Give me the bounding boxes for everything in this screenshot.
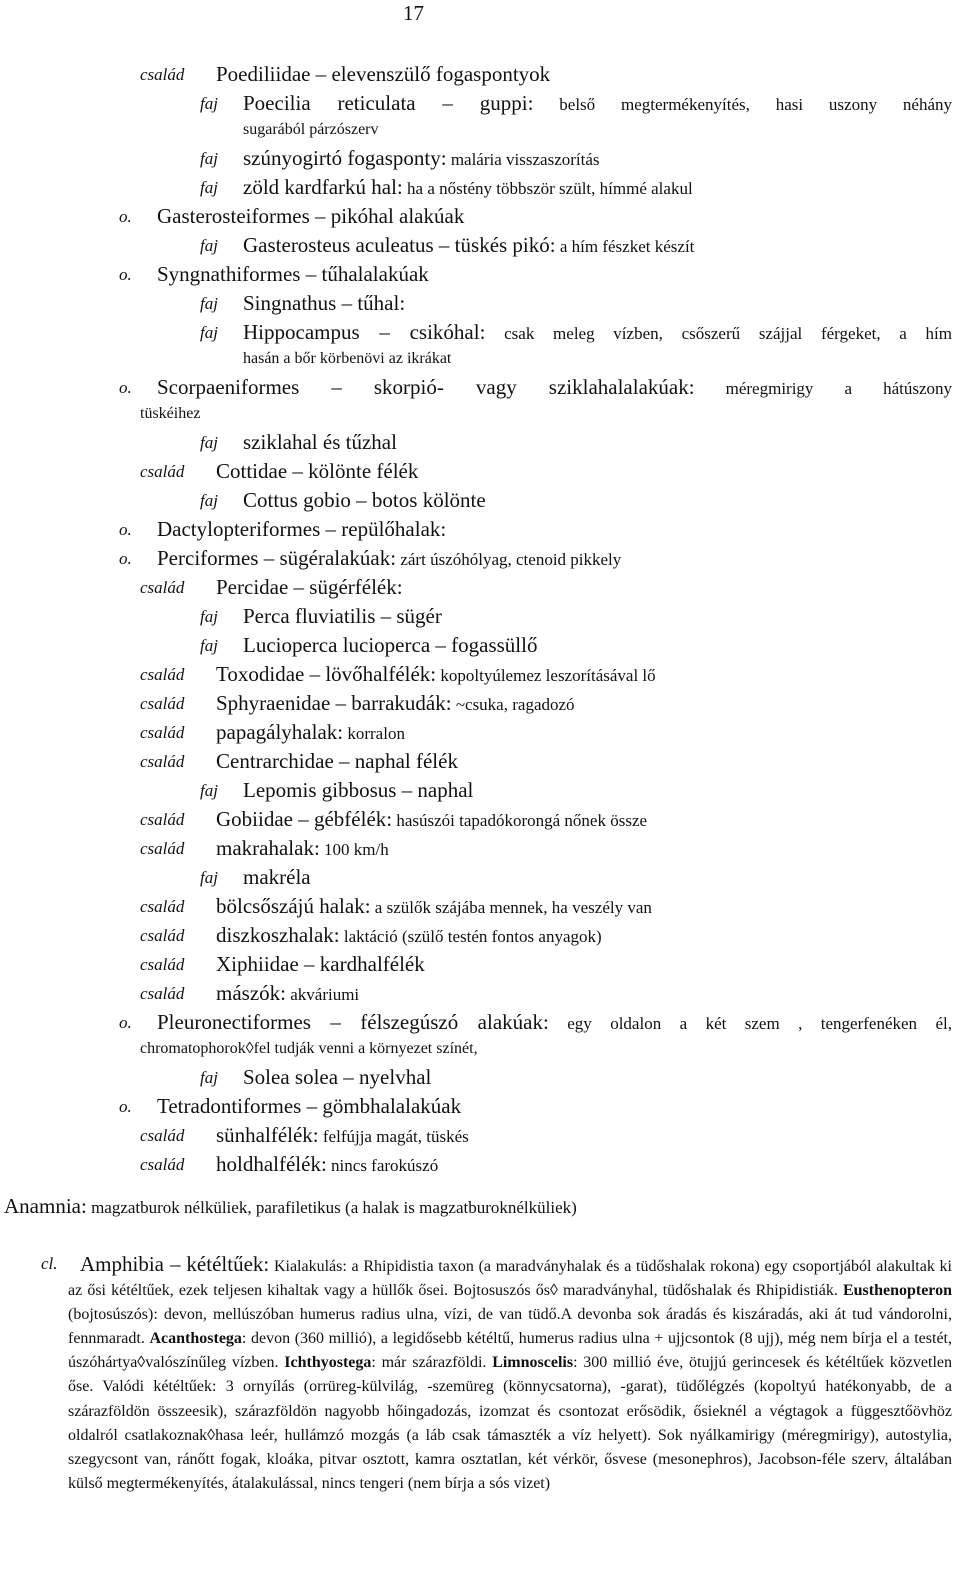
taxon-description-continued: tüskéihez — [140, 405, 201, 422]
taxon-entry-continuation — [0, 118, 960, 144]
rank-label: család — [140, 955, 185, 974]
rank-label: család — [140, 462, 185, 481]
rank-label: faj — [200, 323, 218, 342]
taxon-description: hasúszói tapadókorongá nőnek össze — [392, 811, 648, 830]
rank-label: család — [140, 839, 185, 858]
rank-label: faj — [200, 868, 218, 887]
taxon-name: Singnathus – tűhal: — [243, 291, 406, 315]
taxon-entry — [0, 260, 960, 289]
taxon-description: egy oldalon a két szem , tengerfenéken él, — [548, 1014, 952, 1033]
taxon-text — [216, 689, 575, 719]
taxon-description: laktáció (szülő testén fontos anyagok) — [339, 927, 602, 946]
taxon-name: diszkoszhalak: — [216, 923, 340, 947]
taxon-description: csak meleg vízben, csőszerű szájjal férgeket, a hím — [485, 324, 953, 343]
paragraph-text: : 300 millió éve, ötujjú gerincesek és kétéltűek közvetlen őse. Valódi kétéltűek: 3 ornyílás (orrüreg-külvilág, -szemüreg (könnycsatorna), -garat), tüdőlégzés (kopoltyú hatékonyabb, de a szárazföldön összeesik), szárazföldön nagyobb hőingadozás, izomzat és csontozat erősödik, ősieknél a végtagok a függesztőövhöz oldalról csatlakoznak◊hasa leér, hullámzó mozgás (a láb csak támaszték a víz helyett). Sok nyálkamirigy (méregmirigy), autostylia, szegycsont van, ránőtt fogak, kloáka, pitvar osztott, kamra osztatlan, két vérkör, ősvese (mesonephros), Jacobson-féle szerv, általában külső megtermékenyítés, átalakulással, nincs tengeri (nem bírja a sós vizet) — [68, 1354, 953, 1492]
taxon-entry — [0, 776, 960, 805]
taxon-text — [243, 631, 537, 661]
paragraph-text: (bojtosúszós): devon, mellúszóban humerus radius ulna, vízi, de van tüdő.A devonba sok áradás és kiszáradás, aki át tud vándorolni, fennmaradt. — [68, 1306, 952, 1348]
taxon-name: Ichthyostega — [284, 1354, 372, 1372]
taxon-text — [216, 950, 425, 980]
taxon-entry — [0, 173, 960, 202]
taxon-name: sziklahal és tűzhal — [243, 430, 397, 454]
taxon-text — [216, 834, 389, 864]
taxon-name: mászók: — [216, 981, 286, 1005]
rank-label: család — [140, 752, 185, 771]
rank-label: faj — [200, 236, 218, 255]
taxon-text — [216, 892, 652, 922]
taxon-name: Cottidae – kölönte félék — [216, 459, 419, 483]
taxon-name: Lepomis gibbosus – naphal — [243, 778, 474, 802]
rank-label: o. — [119, 265, 132, 284]
page-number: 17 — [403, 1, 424, 25]
taxon-entry — [0, 544, 960, 573]
rank-label: faj — [200, 294, 218, 313]
rank-label: o. — [119, 1097, 132, 1116]
rank-label: család — [140, 578, 185, 597]
taxon-text — [157, 260, 429, 290]
rank-label: o. — [119, 378, 132, 397]
taxon-text — [243, 289, 405, 319]
taxon-text — [243, 486, 486, 516]
rank-label: család — [140, 65, 185, 84]
taxon-text — [216, 1150, 438, 1180]
taxon-description-continued: sugarából párzószerv — [243, 121, 379, 138]
rank-label: család — [140, 665, 185, 684]
taxon-entry — [0, 602, 960, 631]
taxon-entry — [0, 60, 960, 89]
taxon-text — [157, 373, 952, 403]
rank-label: család — [140, 984, 185, 1003]
rank-label: faj — [200, 1068, 218, 1087]
taxon-entry — [0, 718, 960, 747]
taxon-text — [216, 747, 458, 777]
taxon-text — [243, 173, 693, 203]
taxon-text — [243, 602, 442, 632]
taxon-description: korralon — [343, 724, 405, 743]
taxon-entry — [0, 515, 960, 544]
taxon-name: makrahalak: — [216, 836, 320, 860]
rank-label: család — [140, 897, 185, 916]
taxon-entry — [0, 979, 960, 1008]
rank-label: faj — [200, 94, 218, 113]
taxon-name: Syngnathiformes – tűhalalakúak — [157, 262, 429, 286]
taxon-description: kopoltyúlemez leszorításával lő — [436, 666, 656, 685]
taxon-text — [243, 776, 473, 806]
taxon-entry — [0, 428, 960, 457]
taxon-description: akváriumi — [285, 985, 360, 1004]
rank-label: o. — [119, 1013, 132, 1032]
taxon-name: Xiphiidae – kardhalfélék — [216, 952, 425, 976]
rank-label: család — [140, 926, 185, 945]
taxon-text — [216, 718, 405, 748]
taxon-name: holdhalfélék: — [216, 1152, 327, 1176]
taxon-entry — [0, 863, 960, 892]
taxon-name: Lucioperca lucioperca – fogassüllő — [243, 633, 538, 657]
taxon-entry — [0, 486, 960, 515]
taxon-description: ha a nőstény többször szült, hímmé alakul — [402, 179, 693, 198]
taxon-description: ~csuka, ragadozó — [451, 695, 575, 714]
taxon-text — [216, 660, 656, 690]
taxon-entry — [0, 921, 960, 950]
taxon-text — [243, 231, 694, 261]
anamnia-term: Anamnia: — [4, 1194, 87, 1218]
taxon-text — [216, 921, 602, 951]
taxon-description: 100 km/h — [319, 840, 389, 859]
taxon-entry — [0, 1092, 960, 1121]
taxon-entry — [0, 1008, 960, 1037]
taxon-entry-continuation — [0, 347, 960, 373]
taxon-description: belső megtermékenyítés, hasi uszony néhány — [533, 95, 952, 114]
taxon-description-continued: hasán a bőr körbenövi az ikrákat — [243, 350, 452, 367]
taxon-entry-continuation — [0, 402, 960, 428]
taxon-text — [216, 979, 359, 1009]
rank-label: faj — [200, 149, 218, 168]
taxon-name: Poediliidae – elevenszülő fogaspontyok — [216, 62, 551, 86]
taxon-entry — [0, 805, 960, 834]
rank-label: család — [140, 1155, 185, 1174]
taxon-name: Solea solea – nyelvhal — [243, 1065, 432, 1089]
taxon-entry — [0, 631, 960, 660]
taxon-text — [157, 544, 621, 574]
rank-label: o. — [119, 549, 132, 568]
taxon-description: felfújja magát, tüskés — [318, 1127, 469, 1146]
taxon-name: zöld kardfarkú hal: — [243, 175, 403, 199]
taxon-entry — [0, 457, 960, 486]
taxon-entry — [0, 373, 960, 402]
taxon-text — [216, 805, 647, 835]
taxon-name: papagályhalak: — [216, 720, 344, 744]
taxon-name: Eusthenopteron — [842, 1282, 952, 1300]
rank-label: faj — [200, 433, 218, 452]
taxon-name: Percidae – sügérfélék: — [216, 575, 403, 599]
taxon-name: Perca fluviatilis – sügér — [243, 604, 442, 628]
taxon-entry — [0, 747, 960, 776]
class-heading: Amphibia – kétéltűek: — [80, 1252, 270, 1276]
taxon-name: Acanthostega — [149, 1330, 242, 1348]
taxon-text — [157, 515, 446, 545]
taxon-description: zárt úszóhólyag, ctenoid pikkely — [396, 550, 622, 569]
rank-label: család — [140, 694, 185, 713]
taxon-name: Cottus gobio – botos kölönte — [243, 488, 486, 512]
taxon-name: makréla — [243, 865, 311, 889]
taxon-entry — [0, 834, 960, 863]
taxon-name: Sphyraenidae – barrakudák: — [216, 691, 452, 715]
taxon-entry — [0, 144, 960, 173]
rank-label: faj — [200, 781, 218, 800]
rank-label: faj — [200, 491, 218, 510]
taxon-text — [157, 1008, 952, 1038]
taxon-description: nincs farokúszó — [326, 1156, 439, 1175]
taxon-name: bölcsőszájú halak: — [216, 894, 371, 918]
taxon-text — [243, 863, 311, 893]
taxon-text — [243, 1063, 431, 1093]
taxon-text — [216, 1121, 469, 1151]
amphibia-paragraph — [41, 1252, 953, 1496]
taxon-name: Pleuronectiformes – félszegúszó alakúak: — [157, 1010, 549, 1034]
taxon-description: méregmirigy a hátúszony — [694, 379, 953, 398]
taxon-text — [243, 428, 397, 458]
taxon-text — [216, 573, 403, 603]
rank-label: o. — [119, 520, 132, 539]
paragraph-text: : devon (360 millió), a legidősebb kétéltű, humerus radius ulna + ujjcsontok (8 ujj), még nem bírja el a testét, úszóhártya◊valószínűleg vízben. — [68, 1330, 952, 1372]
taxon-name: Dactylopteriformes – repülőhalak: — [157, 517, 447, 541]
taxon-entry — [0, 660, 960, 689]
paragraph-text: : már szárazföldi. — [371, 1354, 493, 1372]
rank-label: faj — [200, 607, 218, 626]
taxon-name: Gasterosteus aculeatus – tüskés pikó: — [243, 233, 556, 257]
rank-label: család — [140, 810, 185, 829]
taxon-description: a hím fészket készít — [555, 237, 695, 256]
rank-label: cl. — [41, 1254, 58, 1273]
taxon-description-continued: chromatophorok◊fel tudják venni a környezet színét, — [140, 1040, 478, 1057]
paragraph-text: Kialakulás: a Rhipidistia taxon (a maradványhalak és a tüdőshalak rokona) egy csoportjából alakultak ki az ősi kétéltűek, ezek teljesen kihaltak vagy a hüllők ősei. Bojtosuszós ős◊ maradványhal, tüdőshalak és Rhipidistiák. — [68, 1258, 952, 1300]
taxon-name: Tetradontiformes – gömbhalalakúak — [157, 1094, 462, 1118]
taxon-entry — [0, 1121, 960, 1150]
taxon-entry — [0, 950, 960, 979]
taxon-text — [157, 1092, 461, 1122]
taxon-name: Toxodidae – lövőhalfélék: — [216, 662, 437, 686]
taxon-entry — [0, 202, 960, 231]
taxon-name: Poecilia reticulata – guppi: — [243, 91, 534, 115]
taxon-entry — [0, 892, 960, 921]
taxon-description: malária visszaszorítás — [446, 150, 600, 169]
rank-label: család — [140, 723, 185, 742]
taxon-entry — [0, 1063, 960, 1092]
taxon-text — [216, 457, 418, 487]
taxon-text — [243, 89, 952, 119]
rank-label: faj — [200, 178, 218, 197]
taxon-name: Gasterosteiformes – pikóhal alakúak — [157, 204, 465, 228]
taxon-name: Limnoscelis — [492, 1354, 574, 1372]
taxon-name: Scorpaeniformes – skorpió- vagy sziklahalalakúak: — [157, 375, 695, 399]
rank-label: o. — [119, 207, 132, 226]
taxon-name: szúnyogirtó fogasponty: — [243, 146, 447, 170]
taxon-entry — [0, 289, 960, 318]
taxon-name: Centrarchidae – naphal félék — [216, 749, 458, 773]
taxon-entry — [0, 1150, 960, 1179]
taxon-text — [157, 202, 464, 232]
taxon-text — [243, 144, 600, 174]
taxon-entry — [0, 689, 960, 718]
taxon-entry-continuation — [0, 1037, 960, 1063]
taxon-text — [243, 318, 952, 348]
taxon-name: Gobiidae – gébfélék: — [216, 807, 393, 831]
taxon-entry — [0, 318, 960, 347]
taxonomy-list — [0, 60, 960, 1179]
taxon-description: a szülők szájába mennek, ha veszély van — [370, 898, 652, 917]
rank-label: faj — [200, 636, 218, 655]
taxon-entry — [0, 89, 960, 118]
anamnia-line — [4, 1192, 577, 1222]
taxon-name: sünhalfélék: — [216, 1123, 319, 1147]
taxon-name: Hippocampus – csikóhal: — [243, 320, 486, 344]
anamnia-desc: magzatburok nélküliek, parafiletikus (a halak is magzatburoknélküliek) — [86, 1198, 577, 1217]
taxon-entry — [0, 231, 960, 260]
taxon-text — [216, 60, 550, 90]
taxon-entry — [0, 573, 960, 602]
rank-label: család — [140, 1126, 185, 1145]
taxon-name: Perciformes – sügéralakúak: — [157, 546, 397, 570]
